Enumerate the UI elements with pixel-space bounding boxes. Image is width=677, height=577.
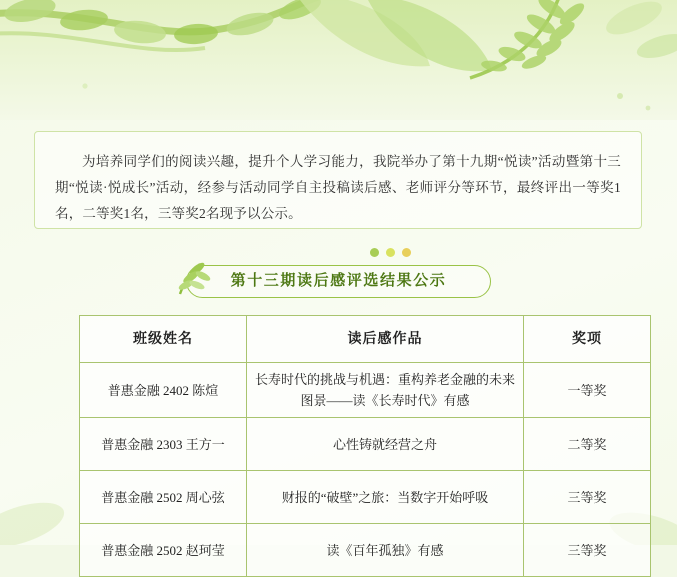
column-header-name: 班级姓名 [80, 316, 247, 363]
table-row [80, 471, 651, 524]
cell-name: 普惠金融 2502 赵珂莹 [80, 524, 247, 577]
cell-name: 普惠金融 2303 王方一 [80, 418, 247, 471]
cell-work: 心性铸就经营之舟 [247, 418, 524, 471]
table-row [80, 524, 651, 577]
cell-work: 读《百年孤独》有感 [247, 524, 524, 577]
table-row [80, 363, 651, 418]
intro-paragraph-box [34, 131, 642, 229]
cell-award: 三等奖 [524, 471, 651, 524]
results-table [79, 315, 651, 577]
column-header-work: 读后感作品 [247, 316, 524, 363]
cell-award: 二等奖 [524, 418, 651, 471]
dot-icon-3 [402, 248, 411, 257]
dot-icon-2 [386, 248, 395, 257]
dot-icon-1 [370, 248, 379, 257]
table-row [80, 418, 651, 471]
intro-paragraph-text: 为培养同学们的阅读兴趣，提升个人学习能力，我院举办了第十九期“悦读”活动暨第十三期“悦读·悦成长”活动，经参与活动同学自主投稿读后感、老师评分等环节，最终评出一等奖1名，二等奖1名，三等奖2名现予以公示。 [55, 154, 621, 221]
decorative-header-band [0, 0, 677, 120]
section-title [186, 265, 491, 298]
column-header-award: 奖项 [524, 316, 651, 363]
cell-name: 普惠金融 2402 陈煊 [80, 363, 247, 418]
cell-name: 普惠金融 2502 周心弦 [80, 471, 247, 524]
cell-work: 长寿时代的挑战与机遇：重构养老金融的未来图景——读《长寿时代》有感 [247, 363, 524, 418]
cell-work: 财报的“破壁”之旅：当数字开始呼吸 [247, 471, 524, 524]
cell-award: 三等奖 [524, 524, 651, 577]
section-title-text: 第十三期读后感评选结果公示 [230, 273, 447, 289]
header-foliage-graphic [0, 0, 677, 120]
cell-award: 一等奖 [524, 363, 651, 418]
table-header-row [80, 316, 651, 363]
decorative-dots [370, 248, 411, 257]
